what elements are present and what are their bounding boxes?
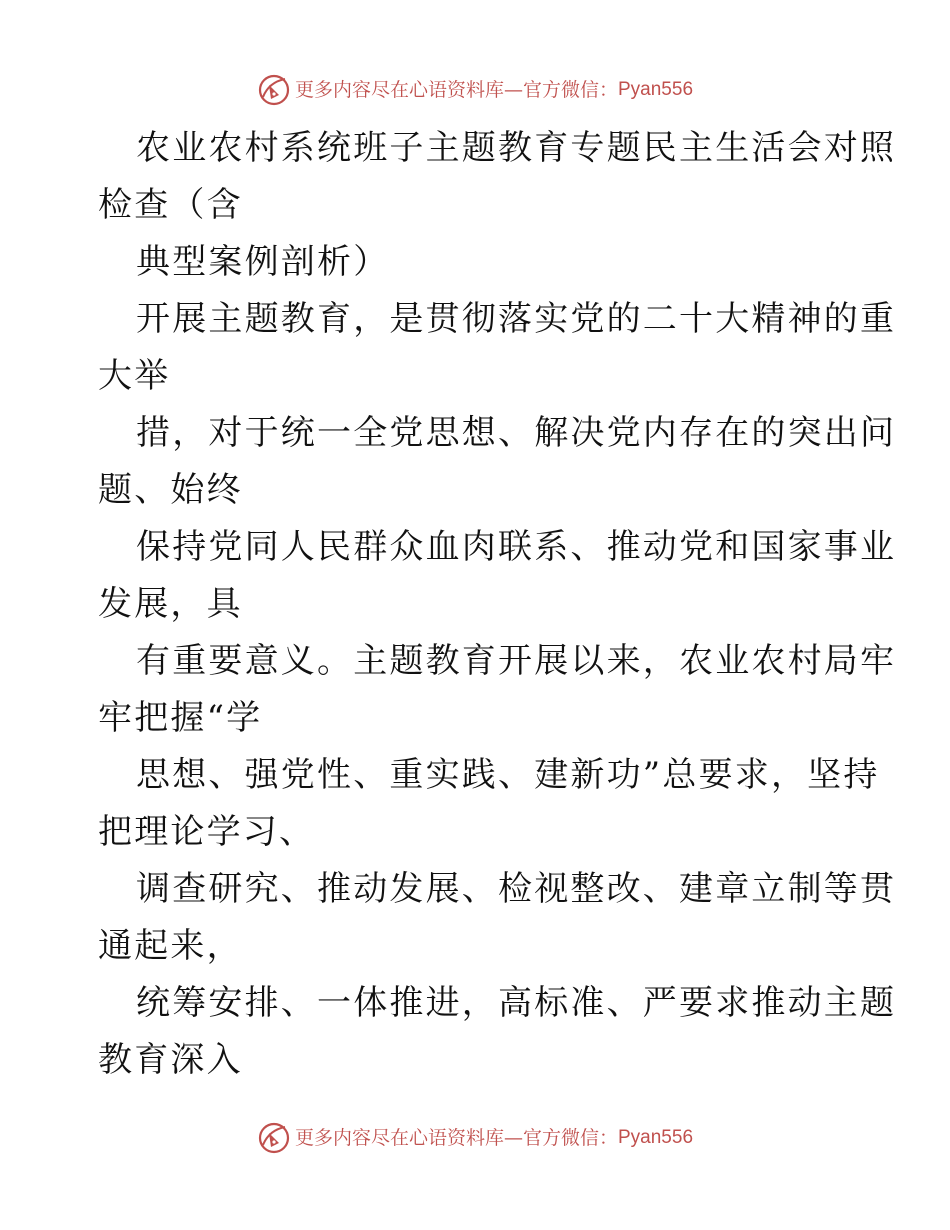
document-line: 牢把握“学 bbox=[98, 698, 263, 738]
document-line: 保持党同人民群众血肉联系、推动党和国家事业 bbox=[136, 527, 897, 567]
document-line: 典型案例剖析） bbox=[136, 242, 390, 282]
document-line: 通起来， bbox=[98, 926, 243, 966]
document-line: 统筹安排、一体推进，高标准、严要求推动主题 bbox=[136, 983, 897, 1023]
banner-official-label: 官方微信： bbox=[522, 1127, 618, 1149]
document-line: 有重要意义。主题教育开展以来，农业农村局牢 bbox=[136, 641, 897, 681]
document-line: 把理论学习、 bbox=[98, 812, 316, 852]
banner-text: 更多内容尽在心语资料库 bbox=[294, 1127, 504, 1149]
document-line: 措，对于统一全党思想、解决党内存在的突出问 bbox=[136, 413, 897, 453]
header-banner bbox=[0, 70, 950, 110]
footer-banner bbox=[0, 1118, 950, 1158]
document-line: 思想、强党性、重实践、建新功”总要求，坚持 bbox=[136, 755, 880, 795]
document-body bbox=[98, 120, 897, 1089]
banner-official-label: 官方微信： bbox=[522, 79, 618, 101]
document-line: 大举 bbox=[98, 356, 171, 396]
document-line: 开展主题教育，是贯彻落实党的二十大精神的重 bbox=[136, 299, 897, 339]
document-line: 发展，具 bbox=[98, 584, 243, 624]
banner-wechat-id: Pyan556 bbox=[618, 79, 694, 100]
banner-text: 更多内容尽在心语资料库 bbox=[294, 79, 504, 101]
banner-separator: — bbox=[503, 1127, 523, 1149]
banner-wechat-id: Pyan556 bbox=[618, 1127, 694, 1148]
banner-separator: — bbox=[503, 79, 523, 101]
pen-nib-logo-icon bbox=[257, 73, 291, 107]
document-line: 调查研究、推动发展、检视整改、建章立制等贯 bbox=[136, 869, 897, 909]
document-line: 题、始终 bbox=[98, 470, 243, 510]
document-line: 教育深入 bbox=[98, 1040, 243, 1080]
document-line: 检查（含 bbox=[98, 185, 243, 225]
document-line: 农业农村系统班子主题教育专题民主生活会对照 bbox=[136, 128, 897, 168]
pen-nib-logo-icon bbox=[257, 1121, 291, 1155]
